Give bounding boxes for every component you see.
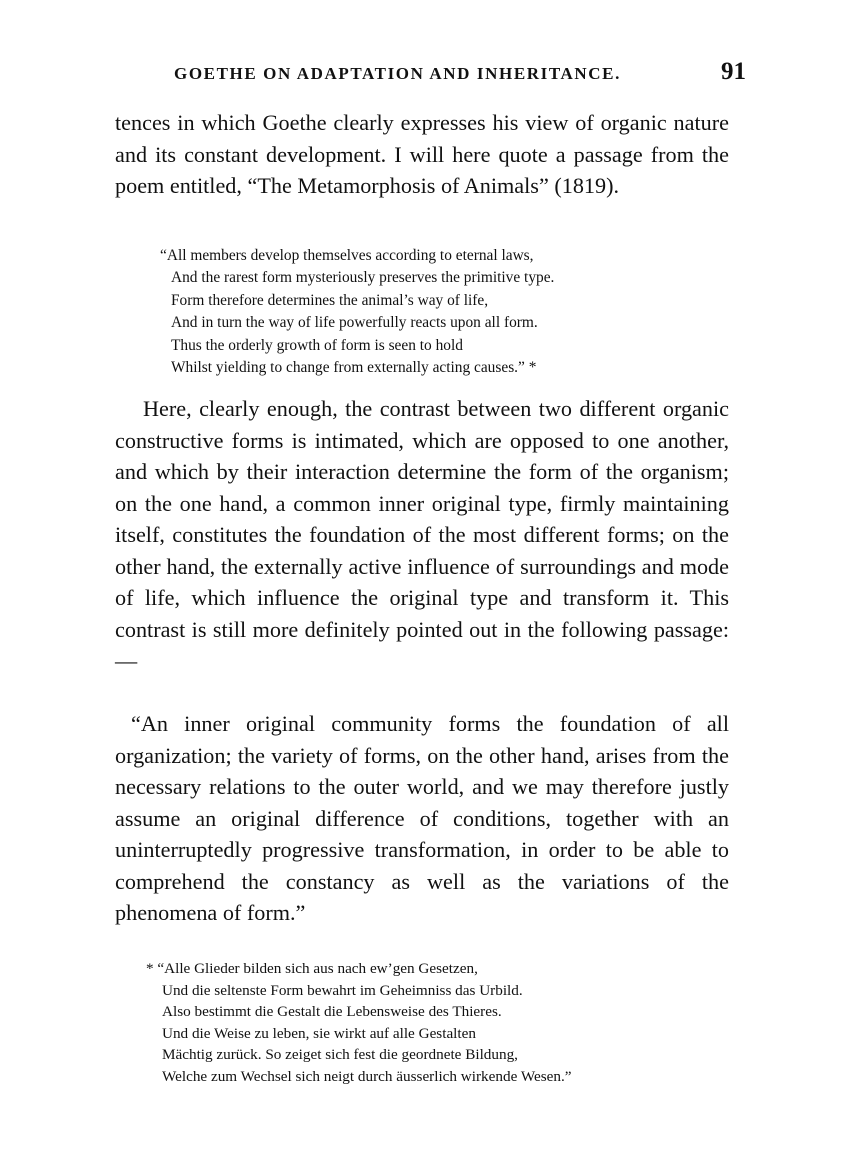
verse-line: And in turn the way of life powerfully reacts upon all form.: [171, 314, 538, 332]
footnote-line: Und die seltenste Form bewahrt im Geheimniss das Urbild.: [162, 981, 523, 999]
page-number: 91: [721, 58, 746, 85]
footnote-line: Also bestimmt die Gestalt die Lebensweise des Thieres.: [162, 1003, 502, 1021]
running-title: GOETHE ON ADAPTATION AND INHERITANCE.: [174, 64, 621, 83]
verse-line: Form therefore determines the animal’s way of life,: [171, 291, 489, 309]
verse-line: Whilst yielding to change from externally acting causes.” *: [171, 359, 537, 377]
verse-line: And the rarest form mysteriously preserves the primitive type.: [171, 269, 555, 287]
verse-line: “All members develop themselves according to eternal laws,: [160, 247, 534, 264]
footnote-line: * “Alle Glieder bilden sich aus nach ew’gen Gesetzen,: [146, 960, 478, 977]
footnote-line: Mächtig zurück. So zeiget sich fest die geordnete Bildung,: [162, 1046, 518, 1064]
verse-quotation: [160, 245, 720, 379]
paragraph-quotation: “An inner original community forms the foundation of all organization; the variety of forms, on the other hand, arises from the necessary relations to the outer world, and we may therefore justly assume an original difference of conditions, together with an uninterruptedly progressive transformation, in order to be able to comprehend the constancy as well as the variations of the phenomena of form.”: [115, 711, 729, 925]
verse-line: Thus the orderly growth of form is seen to hold: [171, 336, 463, 354]
paragraph-contrast: Here, clearly enough, the contrast between two different organic constructive forms is intimated, which are opposed to one another, and which by their interaction determine the form of the organism; on the one hand, a common inner original type, firmly maintaining itself, constitutes the foundation of the most different forms; on the other hand, the externally active influence of surroundings and mode of life, which influence the original type and transform it. This contrast is still more definitely pointed out in the following passage:—: [115, 396, 729, 673]
footnote: [146, 958, 746, 1088]
paragraph-intro: tences in which Goethe clearly expresses his view of organic nature and its constant development. I will here quote a passage from the poem entitled, “The Metamorphosis of Animals” (1819).: [115, 110, 729, 198]
footnote-line: Und die Weise zu leben, sie wirkt auf alle Gestalten: [162, 1024, 476, 1042]
page-header: [174, 58, 746, 92]
footnote-line: Welche zum Wechsel sich neigt durch äusserlich wirkende Wesen.”: [162, 1067, 572, 1085]
